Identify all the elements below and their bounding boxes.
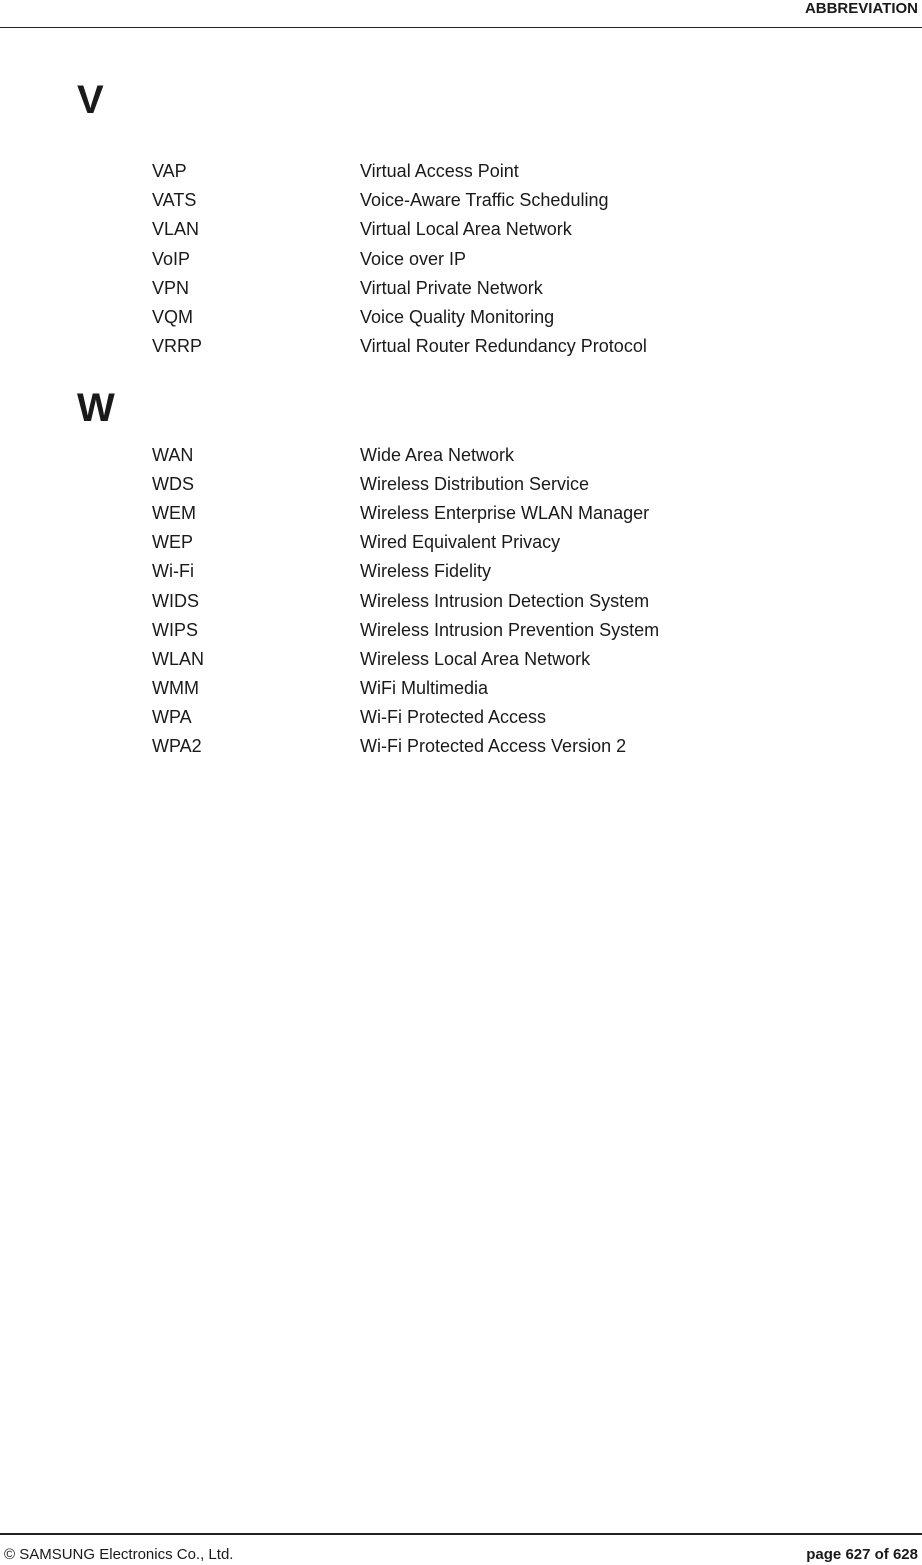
list-item (0, 306, 922, 328)
abbreviation: VLAN (152, 219, 200, 239)
list-item (0, 590, 922, 612)
abbreviation: WEM (152, 503, 196, 523)
list-item (0, 277, 922, 299)
abbreviation: WEP (152, 532, 194, 552)
abbreviation: Wi-Fi (152, 561, 194, 581)
abbreviation: VoIP (152, 249, 191, 269)
section-letter-v: V (77, 78, 104, 122)
list-item (0, 706, 922, 728)
list-item (0, 335, 922, 357)
abbreviation: WPA2 (152, 736, 202, 756)
abbreviation: VQM (152, 307, 194, 327)
abbreviation: WMM (152, 678, 199, 698)
list-item (0, 677, 922, 699)
definition: Wireless Distribution Service (360, 474, 590, 494)
definition: WiFi Multimedia (360, 678, 489, 698)
definition: Voice-Aware Traffic Scheduling (360, 190, 609, 210)
abbreviation: VAP (152, 161, 187, 181)
list-item (0, 248, 922, 270)
list-item (0, 531, 922, 553)
footer-divider (0, 1533, 922, 1535)
abbreviation: WIPS (152, 620, 199, 640)
list-item (0, 560, 922, 582)
definition: Wired Equivalent Privacy (360, 532, 561, 552)
abbreviation: VPN (152, 278, 190, 298)
definition: Virtual Local Area Network (360, 219, 572, 239)
list-item (0, 735, 922, 757)
list-item (0, 619, 922, 641)
definition: Wireless Enterprise WLAN Manager (360, 503, 650, 523)
header-divider (0, 27, 922, 28)
abbreviation: WLAN (152, 649, 205, 669)
definition: Wireless Fidelity (360, 561, 492, 581)
definition: Wide Area Network (360, 445, 515, 465)
definition: Voice Quality Monitoring (360, 307, 555, 327)
definition: Wireless Intrusion Prevention System (360, 620, 660, 640)
definition: Virtual Access Point (360, 161, 519, 181)
definition: Wi-Fi Protected Access Version 2 (360, 736, 627, 756)
page-header-title: ABBREVIATION (804, 0, 918, 17)
definition: Wi-Fi Protected Access (360, 707, 547, 727)
definition: Voice over IP (360, 249, 467, 269)
list-item (0, 473, 922, 495)
list-item (0, 502, 922, 524)
abbreviation: WDS (152, 474, 194, 494)
list-item (0, 160, 922, 182)
list-item (0, 189, 922, 211)
abbreviation: VATS (152, 190, 197, 210)
footer-copyright: © SAMSUNG Electronics Co., Ltd. (4, 1546, 234, 1563)
section-letter-w: W (77, 386, 115, 430)
abbreviation: WPA (152, 707, 192, 727)
definition: Wireless Local Area Network (360, 649, 591, 669)
list-item (0, 648, 922, 670)
list-item (0, 444, 922, 466)
abbreviation: WIDS (152, 591, 199, 611)
definition: Virtual Private Network (360, 278, 543, 298)
abbreviation: VRRP (152, 336, 203, 356)
definition: Virtual Router Redundancy Protocol (360, 336, 647, 356)
page-number: page 627 of 628 (806, 1546, 918, 1563)
list-item (0, 218, 922, 240)
abbreviation: WAN (152, 445, 194, 465)
definition: Wireless Intrusion Detection System (360, 591, 650, 611)
